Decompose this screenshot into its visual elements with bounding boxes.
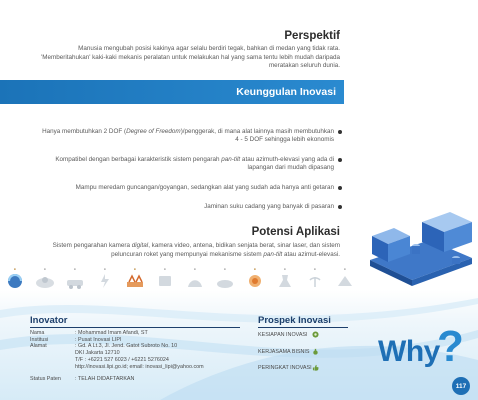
prospek-item-kerjasama [258,348,319,355]
application-icon [300,267,330,297]
item-text: Kompatibel dengan berbagai karakteristik sistem pengarah [55,155,222,163]
energy-icon [94,272,116,290]
medical-icon [34,272,56,290]
keunggulan-heading: Keunggulan Inovasi [236,86,336,98]
application-icon [210,267,240,297]
inovator-link-value[interactable]: http://inovasi.lipi.go.id; email: inovasi_lipi@yahoo.com [75,363,204,370]
inovator-row [30,350,245,357]
icon-label: ■ [194,267,196,271]
status-key: Status Paten [30,376,61,382]
icon-label: ■ [14,267,16,271]
inovator-key: Institusi [30,336,49,343]
inovator-key [30,357,75,364]
page-number: 117 [452,377,470,395]
prospek-label: KERJASAMA BISNIS [258,348,310,355]
application-icon-strip [0,267,360,297]
perspektif-body [20,45,340,71]
potensi-text: peluncuran roket yang mempunyai mekanisme sistem [111,250,264,258]
perspektif-line: meratakan seluruh dunia. [268,62,340,70]
inovator-key: Alamat [30,343,47,350]
inovator-key [30,364,75,371]
patent-status [30,376,134,382]
telecom-icon [304,272,326,290]
prospek-item-kesiapan [258,331,319,338]
potensi-emphasis: digital [131,242,149,249]
prospek-label: KESIAPAN INOVASI [258,331,308,338]
electronics-icon [154,272,176,290]
inovator-divider [30,327,240,328]
item-text: 4 - 5 DOF sehingga lebih ekonomis [235,136,334,144]
potensi-text: atau azimut-elevasi. [282,250,340,258]
inovator-value: DKI Jakarta 12710 [75,350,120,357]
application-icon [240,267,270,297]
inovator-row [30,330,245,337]
application-icon [60,267,90,297]
item-emphasis: Degree of Freedom [126,128,181,135]
perspektif-line: 'Memberitahukan' kaki-kaki mekanis peralatan untuk melakukan hal yang sama tentu lebih mudah daripada [41,53,340,61]
inovator-row [30,343,245,350]
inovator-details [30,330,245,370]
item-emphasis: pan-tilt [221,155,241,163]
inovator-key: Nama [30,330,45,336]
icon-label: ■ [254,267,256,271]
inovator-row [30,337,245,344]
item-text: )/penggerak, di mana alat lainnya masih membutuhkan [180,128,334,135]
prospek-item-peringkat [258,364,319,371]
prospek-divider [258,327,348,328]
inovator-row [30,364,245,371]
inovator-value: : Gd. A Lt.3, Jl. Jend. Gatot Subroto No. 10 [75,343,178,350]
manufacturing-icon [124,272,146,290]
satellite-icon [4,272,26,290]
potensi-body [20,242,340,259]
icon-label: ■ [344,267,346,271]
application-icon [0,267,30,297]
icon-label: ■ [74,267,76,271]
item-text: lapangan dari mudah dipasang [247,164,334,172]
keunggulan-item [42,156,342,173]
perspektif-line: Manusia mengubah posisi kakinya agar selalu berdiri tegak, bahkan di medan yang tidak rata. [78,45,340,52]
application-icon [150,267,180,297]
keunggulan-item [42,128,342,145]
application-icon [30,267,60,297]
inovator-heading: Inovator [30,315,68,326]
potensi-text: , kamera video, antena, bidikan senjata berat, sinar laser, dan sistem [148,242,340,249]
perspektif-heading: Perspektif [284,30,340,42]
application-icon [90,267,120,297]
keunggulan-item [42,184,342,192]
environment-icon [334,272,356,290]
defense-icon [244,272,266,290]
application-icon [120,267,150,297]
potensi-emphasis: pan-tilt [263,250,283,258]
application-icon [270,267,300,297]
money-bag-icon [312,348,319,355]
inovator-value: T/F : +6221 527 6023 / +6221 5276024 [75,356,169,363]
bullet-icon [338,205,342,209]
food-icon [214,272,236,290]
keunggulan-list [42,128,342,222]
keunggulan-item [42,203,342,211]
bullet-icon [338,158,342,162]
inovator-value: : Mohammad Imam Afandi, ST [75,330,148,336]
inovator-key [30,350,75,357]
why-wordmark: Why [378,335,440,368]
inovator-value: : Pusat Inovasi LIPI [75,336,122,343]
question-mark-icon: ? [437,322,464,371]
prospek-heading: Prospek Inovasi [258,315,331,326]
thumbs-up-icon [312,364,319,371]
application-icon [330,267,360,297]
potensi-text: Sistem pengarahan kamera [52,242,132,249]
inovator-row [30,357,245,364]
bullet-icon [338,130,342,134]
icon-label: ■ [224,267,226,271]
icon-label: ■ [284,267,286,271]
icon-label: ■ [164,267,166,271]
application-icon [180,267,210,297]
item-text: Mampu meredam guncangan/goyangan, sedangkan alat yang sudah ada hanya anti getaran [75,183,334,191]
status-value: : TELAH DIDAFTARKAN [75,376,135,382]
icon-label: ■ [134,267,136,271]
agriculture-icon [184,272,206,290]
vehicle-icon [64,272,86,290]
keunggulan-banner [0,80,344,104]
icon-label: ■ [314,267,316,271]
item-text: Jaminan suku cadang yang banyak di pasaran [204,203,334,211]
chemistry-icon [274,272,296,290]
bullet-icon [338,186,342,190]
item-text: atau azimuth-elevasi yang ada di [240,155,334,163]
gear-icon [312,331,319,338]
item-text: Hanya membutuhkan 2 DOF ( [42,128,127,135]
prospek-label: PERINGKAT INOVASI [258,364,312,371]
icon-label: ■ [104,267,106,271]
icon-label: ■ [44,267,46,271]
potensi-heading: Potensi Aplikasi [251,226,340,238]
